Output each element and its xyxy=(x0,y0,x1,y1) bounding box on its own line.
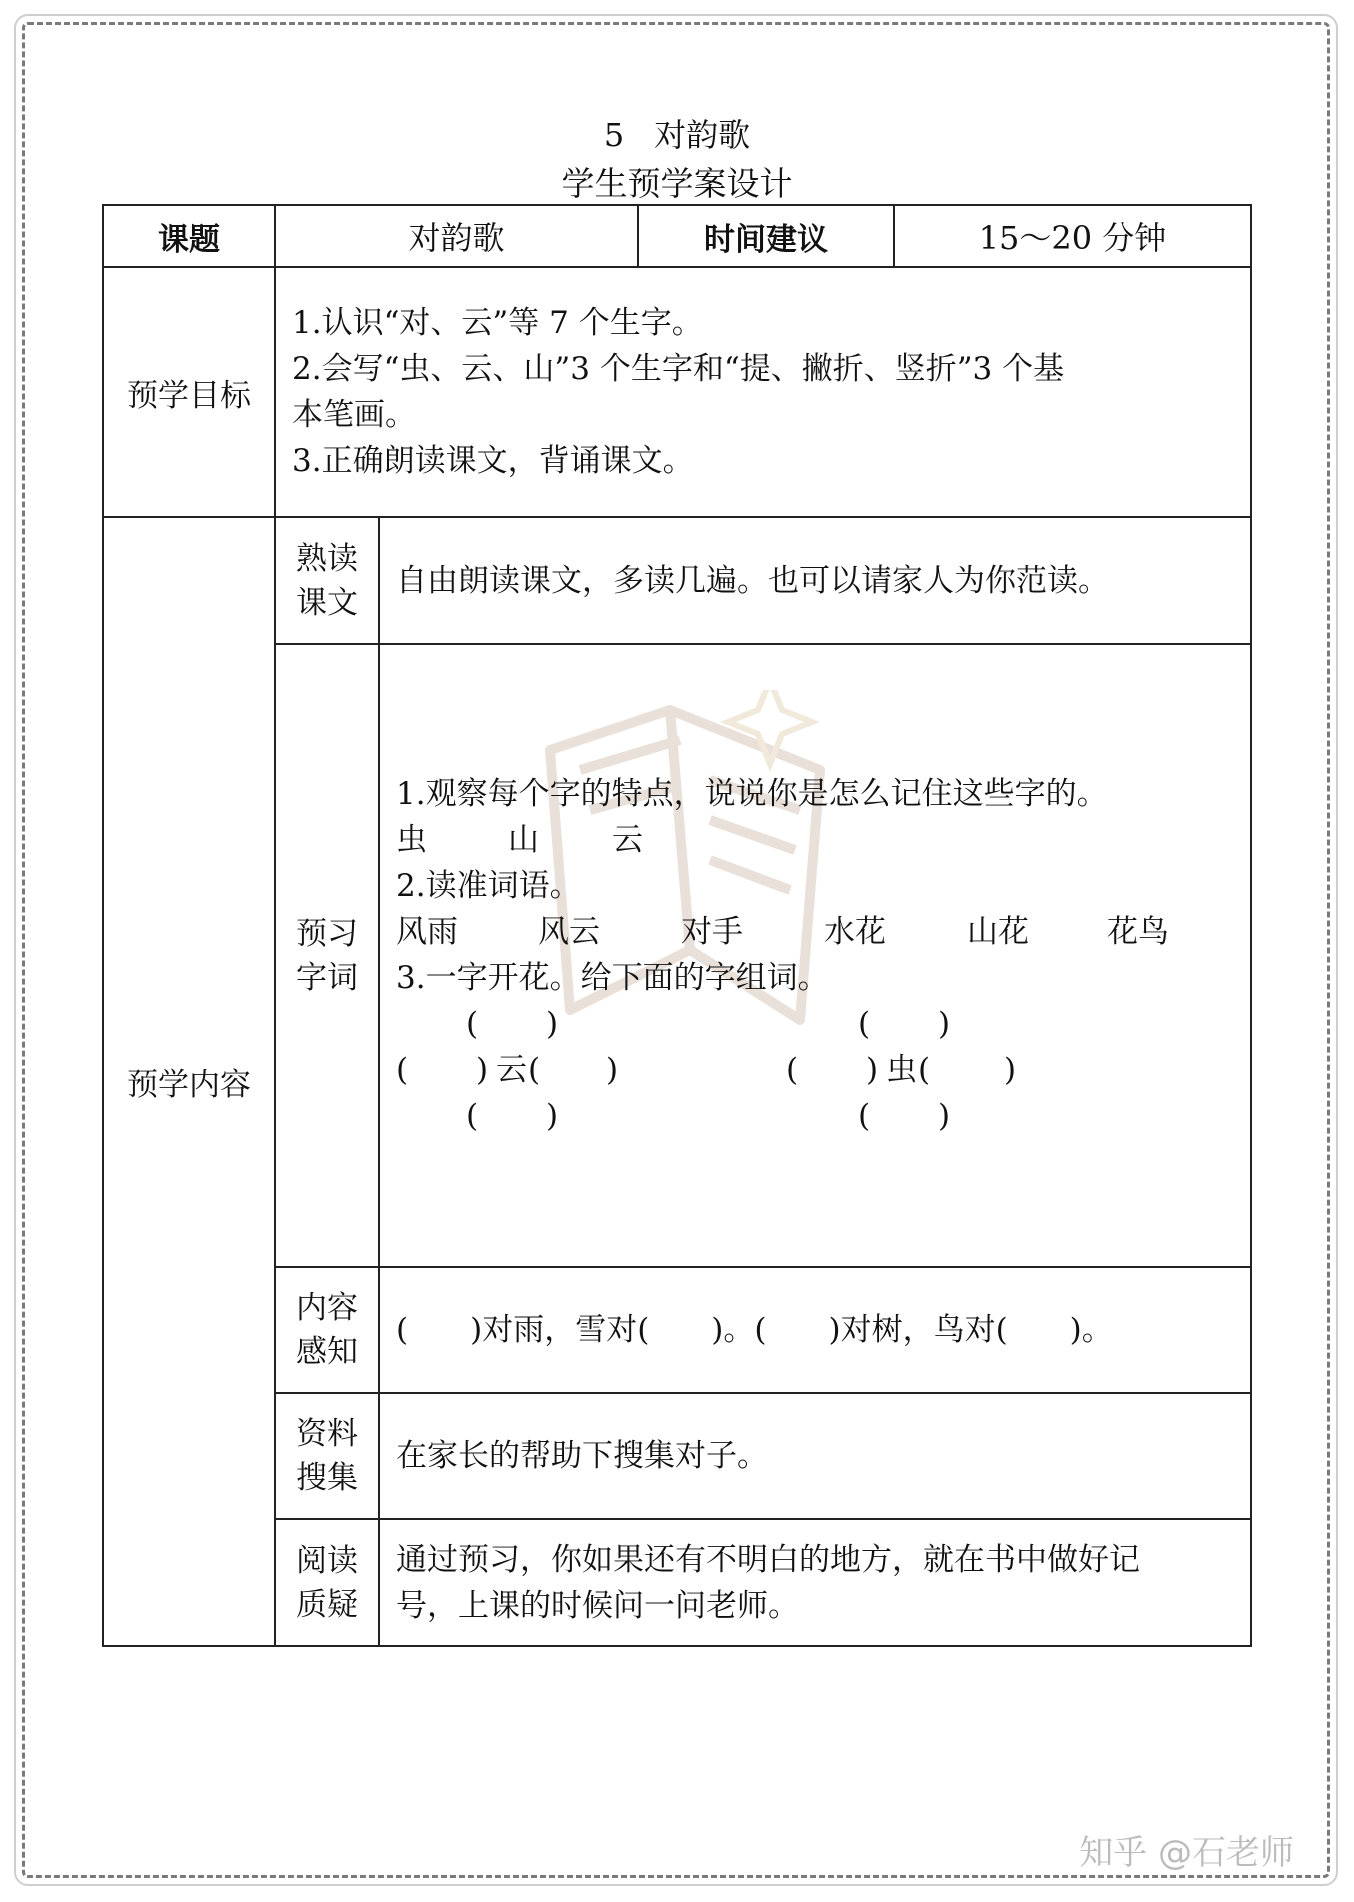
phrase-item: 山花 xyxy=(967,914,1029,950)
phrase-row xyxy=(396,909,1169,955)
goal-item: 3.正确朗读课文，背诵课文。 xyxy=(292,443,694,479)
words-content xyxy=(380,645,1250,1266)
goals-list xyxy=(276,268,1250,516)
perceive-label xyxy=(276,1268,378,1392)
lesson-number: 5 xyxy=(603,116,625,154)
question-text-line: 通过预习，你如果还有不明白的地方，就在书中做好记 xyxy=(396,1541,1140,1578)
time-label: 时间建议 xyxy=(704,221,828,258)
content-label: 预学内容 xyxy=(127,1067,251,1103)
topic-label: 课题 xyxy=(158,221,220,258)
table-line xyxy=(1250,204,1252,1647)
char-row xyxy=(396,817,643,863)
bloom-row-bottom: ( ) ( ) xyxy=(466,1098,951,1134)
goal-item: 本笔画。 xyxy=(292,397,416,433)
topic-value: 对韵歌 xyxy=(408,219,505,257)
phrase-item: 花鸟 xyxy=(1107,914,1169,950)
question-label-line: 阅读 xyxy=(296,1542,358,1579)
page-subtitle: 学生预学案设计 xyxy=(561,164,793,203)
question-text xyxy=(380,1520,1250,1645)
question-label xyxy=(276,1520,378,1645)
collect-text: 在家长的帮助下搜集对子。 xyxy=(396,1438,768,1474)
phrase-item: 水花 xyxy=(824,914,886,950)
bloom-char-left: 云 xyxy=(496,1052,527,1088)
goals-label: 预学目标 xyxy=(127,377,251,414)
read-label xyxy=(276,518,378,643)
question-3: 3.一字开花。给下面的字组词。 xyxy=(396,960,829,996)
collect-label-line: 资料 xyxy=(296,1416,358,1452)
brand-watermark: 知乎 @石老师 xyxy=(1079,1833,1294,1873)
lesson-title xyxy=(0,110,1354,156)
question-1: 1.观察每个字的特点，说说你是怎么记住这些字的。 xyxy=(396,776,1108,812)
question-label-line: 质疑 xyxy=(296,1586,358,1623)
read-label-line: 课文 xyxy=(296,584,358,621)
words-label-line: 预习 xyxy=(296,915,358,952)
words-label-line: 字词 xyxy=(296,959,358,996)
time-value: 15～20 分钟 xyxy=(978,219,1167,257)
collect-label-line: 搜集 xyxy=(296,1460,358,1496)
read-text: 自由朗读课文，多读几遍。也可以请家人为你范读。 xyxy=(396,562,1109,599)
char-item: 山 xyxy=(508,822,539,858)
char-item: 云 xyxy=(612,822,643,858)
goal-item: 2.会写“虫、云、山”3 个生字和“提、撇折、竖折”3 个基 xyxy=(292,351,1065,387)
question-text-line: 号，上课的时候问一问老师。 xyxy=(396,1587,799,1624)
goal-item: 1.认识“对、云”等 7 个生字。 xyxy=(292,305,703,341)
perceive-label-line: 感知 xyxy=(296,1334,358,1370)
perceive-label-line: 内容 xyxy=(296,1290,358,1326)
char-item: 虫 xyxy=(396,822,427,858)
phrase-item: 风云 xyxy=(538,914,600,950)
phrase-item: 对手 xyxy=(681,914,743,950)
bloom-row-top: ( ) ( ) xyxy=(466,1006,951,1042)
collect-label xyxy=(276,1394,378,1518)
perceive-text: ( )对雨，雪对( )。( )对树，鸟对( )。 xyxy=(396,1312,1113,1348)
question-2: 2.读准词语。 xyxy=(396,868,581,904)
bloom-char-right: 虫 xyxy=(886,1052,917,1088)
read-label-line: 熟读 xyxy=(296,540,358,577)
bloom-row-middle: ( ) 云 ( ) ( ) 虫 ( ) xyxy=(396,1047,1036,1093)
phrase-item: 风雨 xyxy=(396,914,458,950)
lesson-title-text: 对韵歌 xyxy=(654,116,751,154)
words-label xyxy=(276,645,378,1266)
